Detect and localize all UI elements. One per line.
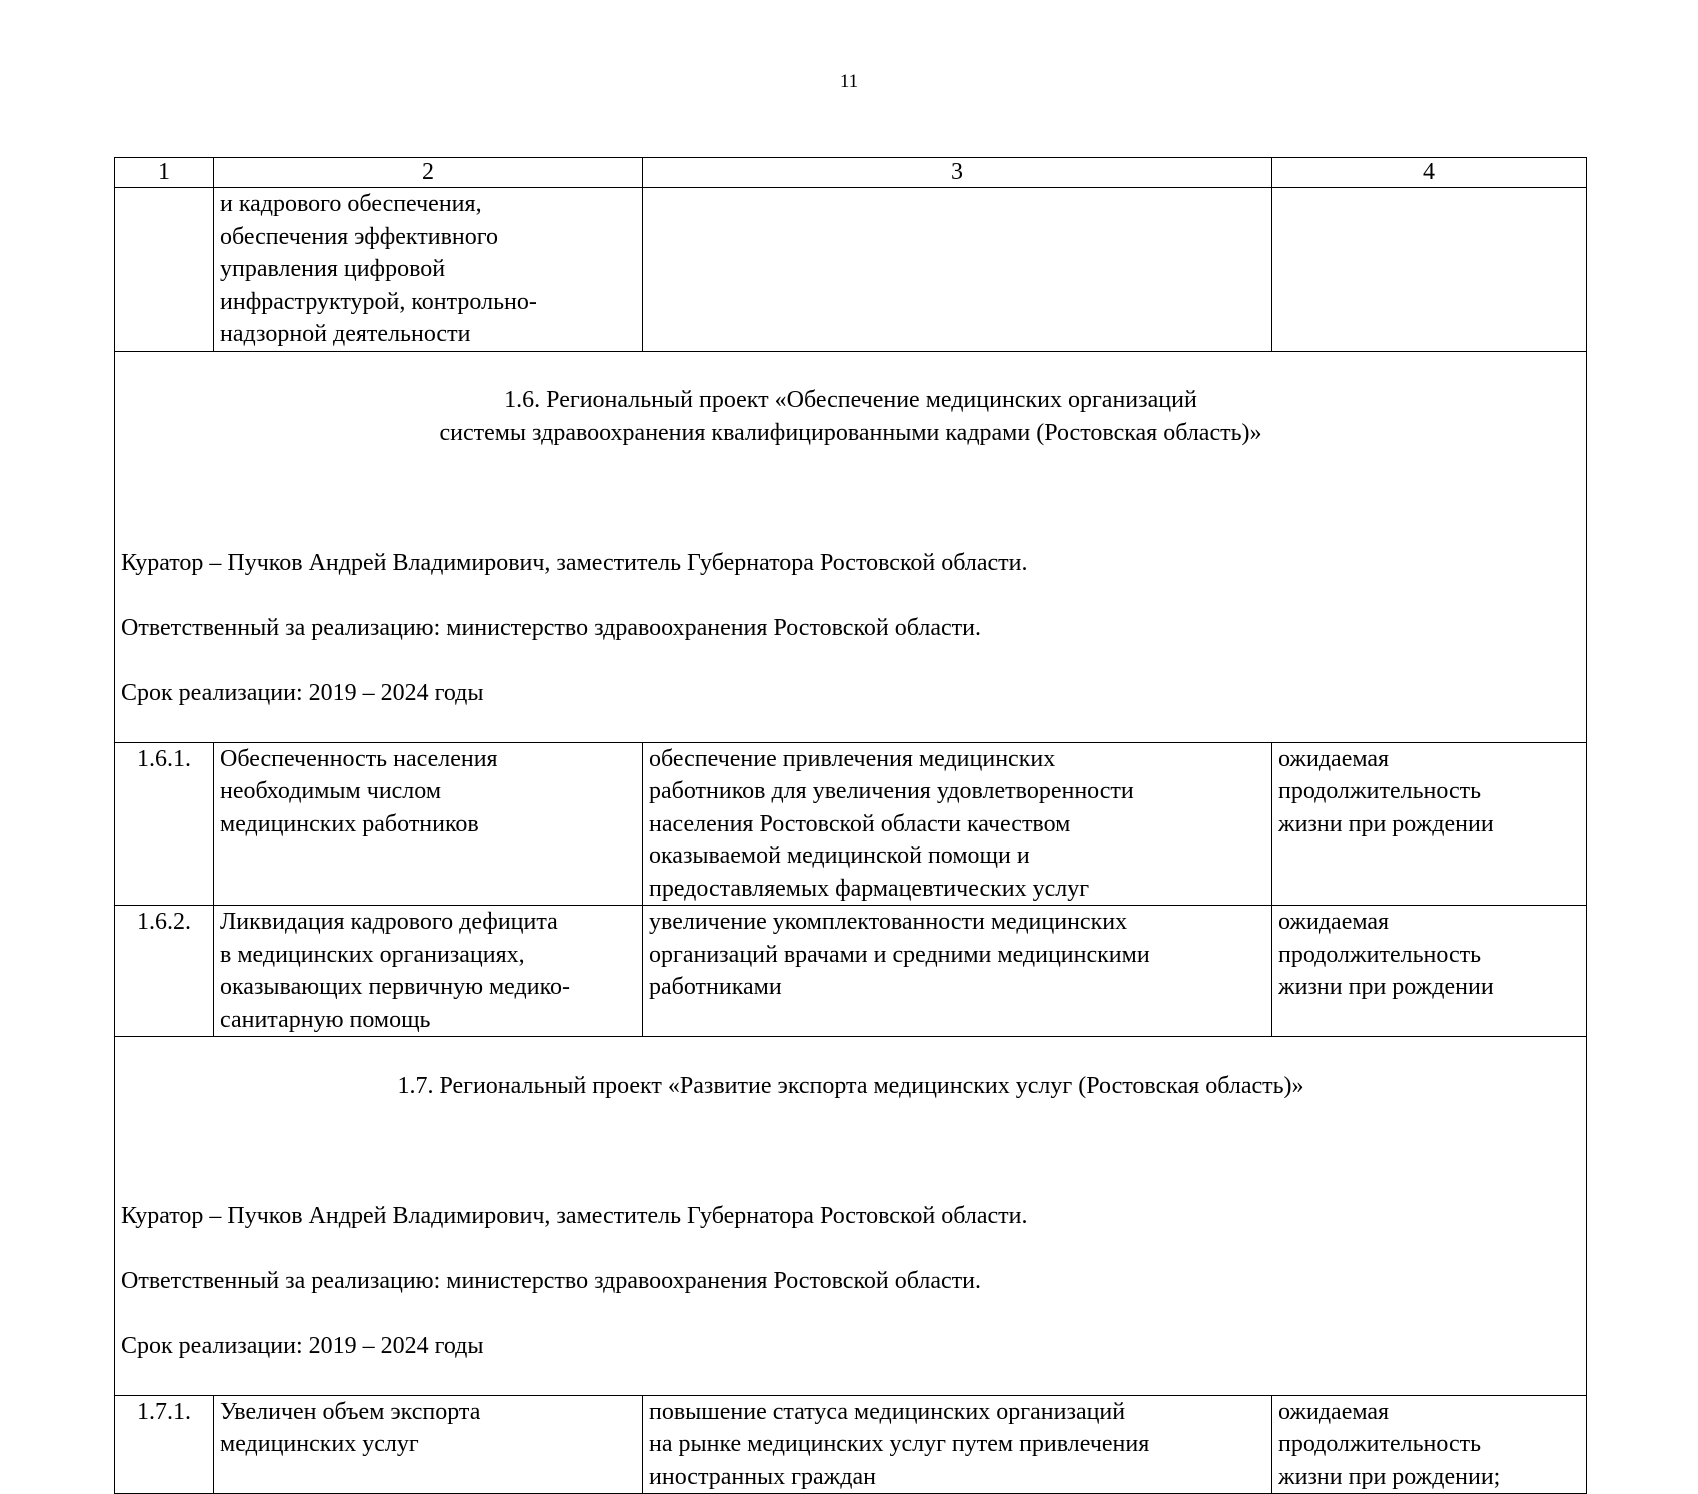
row-number: 1.7.1. [115,1395,214,1494]
section-curator: Куратор – Пучков Андрей Владимирович, заместитель Губернатора Ростовской области. [121,549,1028,576]
section-responsible: Ответственный за реализацию: министерство здравоохранения Ростовской области. [121,1267,981,1294]
section-header-cell [115,351,1587,742]
measures-table [114,157,1587,1494]
section-header-row [115,351,1587,742]
table-row [115,906,1587,1037]
column-header: 4 [1272,158,1587,188]
task-cell: Ликвидация кадрового дефицита в медицинских организациях, оказывающих первичную медико- санитарную помощь [214,906,643,1037]
section-responsible: Ответственный за реализацию: министерство здравоохранения Ростовской области. [121,614,981,641]
section-header-cell [115,1037,1587,1396]
indicator-cell: ожидаемая продолжительность жизни при рождении [1272,906,1587,1037]
section-title: 1.6. Региональный проект «Обеспечение медицинских организаций системы здравоохранения квалифицированными кадрами (Ростовская область)» [439,387,1262,446]
table-row [115,188,1587,352]
section-term: Срок реализации: 2019 – 2024 годы [121,679,484,706]
indicator-cell: ожидаемая продолжительность жизни при рождении [1272,742,1587,906]
table-row [115,1395,1587,1494]
table-row [115,742,1587,906]
column-header: 2 [214,158,643,188]
indicator-cell: ожидаемая продолжительность жизни при рождении; [1272,1395,1587,1494]
row-number: 1.6.1. [115,742,214,906]
column-header: 1 [115,158,214,188]
result-cell: обеспечение привлечения медицинских работников для увеличения удовлетворенности населения Ростовской области качеством оказываемой медицинской помощи и предоставляемых фармацевтических услуг [643,742,1272,906]
task-cell: Увеличен объем экспорта медицинских услуг [214,1395,643,1494]
section-header-row [115,1037,1587,1396]
section-spacer [121,1135,1580,1168]
row-number [115,188,214,352]
row-number: 1.6.2. [115,906,214,1037]
result-cell: увеличение укомплектованности медицинских организаций врачами и средними медицинскими работниками [643,906,1272,1037]
page-number: 11 [839,71,859,92]
column-header: 3 [643,158,1272,188]
section-term: Срок реализации: 2019 – 2024 годы [121,1332,484,1359]
task-cell: и кадрового обеспечения, обеспечения эффективного управления цифровой инфраструктурой, контрольно- надзорной деятельности [214,188,643,352]
section-curator: Куратор – Пучков Андрей Владимирович, заместитель Губернатора Ростовской области. [121,1202,1028,1229]
task-cell: Обеспеченность населения необходимым числом медицинских работников [214,742,643,906]
result-cell: повышение статуса медицинских организаций на рынке медицинских услуг путем привлечения иностранных граждан [643,1395,1272,1494]
result-cell [643,188,1272,352]
section-spacer [121,482,1580,515]
table-header-row [115,158,1587,188]
indicator-cell [1272,188,1587,352]
section-title: 1.7. Региональный проект «Развитие экспорта медицинских услуг (Ростовская область)» [397,1072,1304,1099]
